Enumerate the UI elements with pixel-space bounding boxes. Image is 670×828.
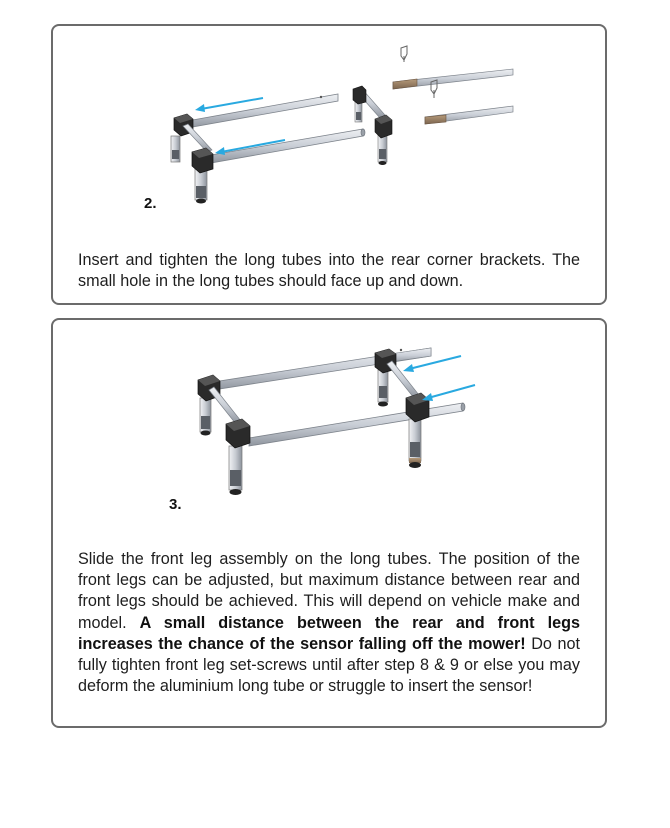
rear-left-front-bracket [192, 148, 213, 204]
step-number: 3. [169, 496, 182, 513]
step-3-panel [51, 318, 607, 728]
front-right-front-bracket [406, 393, 429, 468]
long-tube-front [249, 403, 465, 446]
step-instructions: Insert and tighten the long tubes into the rear corner brackets. The small hole in the long tubes should face up and down. [78, 251, 580, 291]
instruction-text-continued: Do not fully tighten front leg set-screws until after step 8 & 9 or else you may deform the aluminium long tube or struggle to insert the sensor! [78, 634, 580, 696]
step-2-panel [51, 24, 607, 305]
rear-left-back-bracket [198, 375, 220, 436]
step-3-illustration [53, 320, 604, 520]
instruction-text: Slide the front leg assembly on the long tubes. The position of the front legs can be adjusted, but maximum distance between rear and front legs should be achieved. This will depend on vehicle make and model. [78, 550, 580, 632]
step-instructions [78, 549, 580, 697]
instruction-warning: A small distance between the rear and front legs increases the chance of the sensor falling off the mower! [78, 613, 580, 653]
loose-tube-upper [393, 46, 513, 89]
rear-right-bracket-assembly [353, 86, 392, 165]
rear-left-back-bracket [171, 114, 193, 162]
slide-arrow-front [422, 385, 475, 401]
rear-left-front-bracket [226, 419, 250, 495]
long-tube-front [211, 129, 365, 163]
front-right-back-bracket [375, 349, 396, 407]
loose-tube-lower [425, 80, 513, 124]
step-number: 2. [144, 195, 157, 212]
step-2-illustration [53, 26, 604, 226]
